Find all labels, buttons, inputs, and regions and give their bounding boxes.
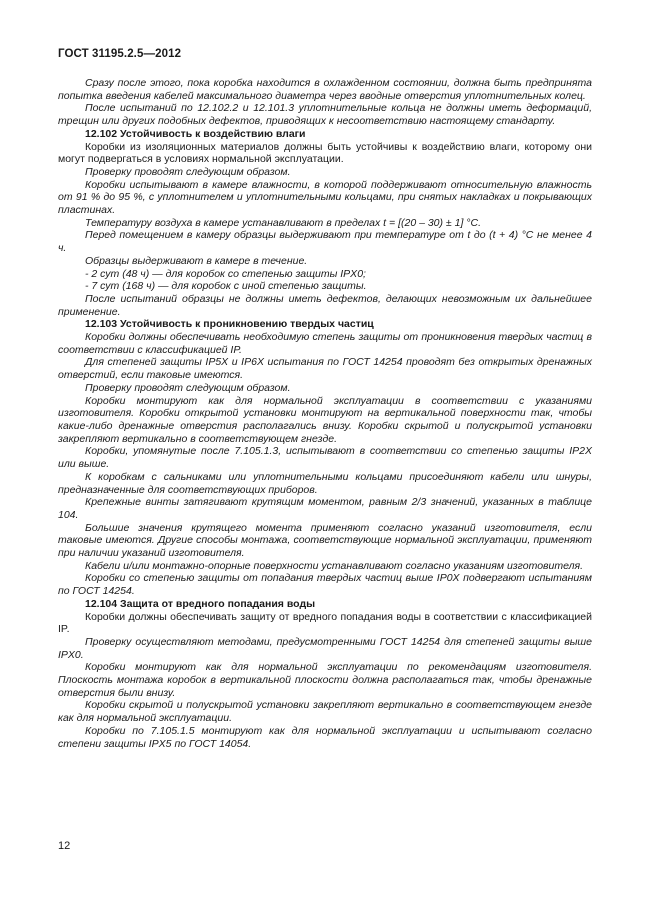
paragraph: Коробки испытывают в камере влажности, в которой поддерживают относительную влажность от 91 % до 95 %, с уплотнителем и уплотнительными кольцами, при снятых накладках и покрывающих пластинах. <box>58 178 592 217</box>
section-heading: 12.104 Защита от вредного попадания воды <box>85 597 316 610</box>
paragraph: Кабели и/или монтажно-опорные поверхности устанавливают согласно указаниям изготовителя. <box>85 559 584 572</box>
paragraph: Сразу после этого, пока коробка находится в охлажденном состоянии, должна быть предпринята попытка введения кабелей максимального диаметра через вводные отверстия уплотнительных колец. <box>58 77 592 102</box>
paragraph: Большие значения крутящего момента применяют согласно указаний изготовителя, если таковые имеются. Другие способы монтажа, соответствующие нормальной эксплуатации, применяют при наличии указаний изготовителя. <box>58 521 592 560</box>
paragraph: Перед помещением в камеру образцы выдерживают при температуре от t до (t + 4) °C не менее 4 ч. <box>58 229 592 255</box>
paragraph: Коробки, упомянутые после 7.105.1.3, испытывают в соответствии со степенью защиты IP2X или выше. <box>58 445 592 471</box>
paragraph: Температуру воздуха в камере устанавливают в пределах t = [(20 – 30) ± 1] °C. <box>85 216 481 229</box>
paragraph: Коробки из изоляционных материалов должны быть устойчивы к воздействию влаги, которому они могут подвергаться в условиях нормальной эксплуатации. <box>58 140 592 166</box>
paragraph: Образцы выдерживают в камере в течение. <box>85 254 308 267</box>
paragraph: - 2 сут (48 ч) — для коробок со степенью защиты IPX0; <box>85 267 366 280</box>
section-heading: 12.102 Устойчивость к воздействию влаги <box>85 127 306 140</box>
document-body <box>58 77 592 750</box>
paragraph: Проверку проводят следующим образом. <box>85 165 291 178</box>
paragraph: После испытаний образцы не должны иметь дефектов, делающих невозможным их дальнейшее применение. <box>58 292 592 318</box>
section-heading: 12.103 Устойчивость к проникновению твердых частиц <box>85 318 374 331</box>
paragraph: После испытаний по 12.102.2 и 12.101.3 уплотнительные кольца не должны иметь деформаций, трещин или других подобных дефектов, приводящих к несоответствию настоящему стандарту. <box>58 102 592 128</box>
paragraph: Для степеней защиты IP5X и IP6X испытания по ГОСТ 14254 проводят без открытых дренажных отверстий, если таковые имеются. <box>58 356 592 382</box>
paragraph: Коробки монтируют как для нормальной эксплуатации по рекомендациям изготовителя. Плоскость монтажа коробок в вертикальной плоскости должна располагаться так, чтобы дренажные отверстия были внизу. <box>58 661 592 699</box>
paragraph: Проверку проводят следующим образом. <box>85 381 291 394</box>
paragraph: Проверку осуществляют методами, предусмотренными ГОСТ 14254 для степеней защиты выше IPX0. <box>58 635 592 661</box>
document-header: ГОСТ 31195.2.5—2012 <box>58 48 182 60</box>
paragraph: Коробки скрытой и полускрытой установки закрепляют вертикально в соответствующем гнезде как для нормальной эксплуатации. <box>58 699 592 725</box>
paragraph: Крепежные винты затягивают крутящим моментом, равным 2/3 значений, указанных в таблице 104. <box>58 496 592 521</box>
paragraph: Коробки по 7.105.1.5 монтируют как для нормальной эксплуатации и испытывают согласно степени защиты IPX5 по ГОСТ 14054. <box>58 724 592 750</box>
paragraph: Коробки должны обеспечивать защиту от вредного попадания воды в соответствии с классификацией IP. <box>58 610 592 636</box>
paragraph: Коробки монтируют как для нормальной эксплуатации в соответствии с указаниями изготовителя. Коробки открытой установки монтируют на вертикальной поверхности так, чтобы какие-либо дренажные отверстия располагались внизу. Коробки скрытой и полускрытой установки закрепляют вертикально в соответствующем гнезде. <box>58 394 592 445</box>
page-number: 12 <box>58 840 71 852</box>
paragraph: Коробки со степенью защиты от попадания твердых частиц выше IP0X подвергают испытаниям по ГОСТ 14254. <box>58 572 592 598</box>
paragraph: К коробкам с сальниками или уплотнительными кольцами присоединяют кабели или шнуры, предназначенные для соответствующих приборов. <box>58 470 592 496</box>
paragraph: - 7 сут (168 ч) — для коробок с иной степенью защиты. <box>85 280 367 293</box>
paragraph: Коробки должны обеспечивать необходимую степень защиты от проникновения твердых частиц в соответствии с классификацией IP. <box>58 331 592 356</box>
